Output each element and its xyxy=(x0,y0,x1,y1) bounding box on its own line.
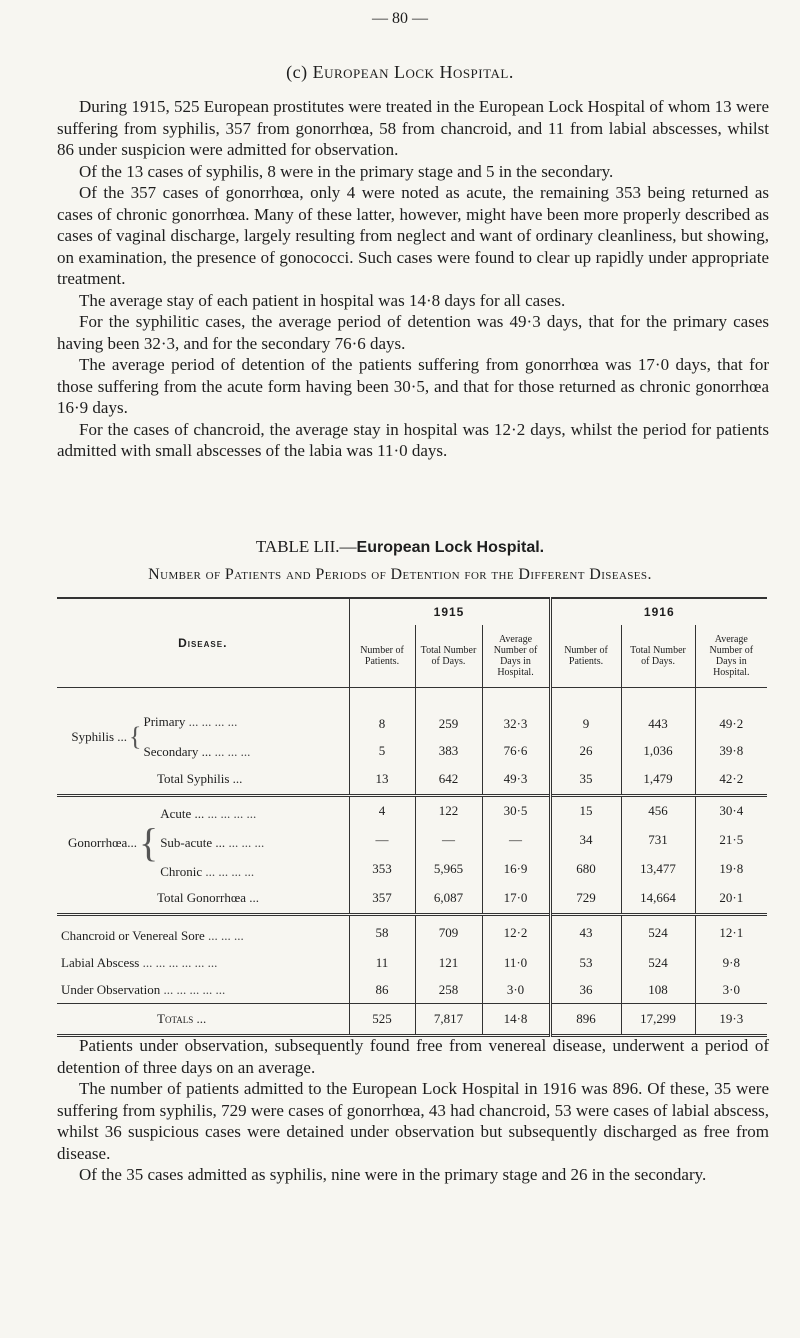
section-title-prefix: (c) xyxy=(286,62,313,82)
cell-chancroid-patients-1915: 58 xyxy=(349,915,415,950)
section-title xyxy=(0,62,800,83)
cell-acute-patients-1916: 15 xyxy=(550,796,621,826)
cell-secondary-average-1915: 76·6 xyxy=(482,737,550,764)
table-title xyxy=(0,537,800,557)
cell-secondary-patients-1916: 26 xyxy=(550,737,621,764)
table-row-under-observation xyxy=(57,976,767,1004)
col-header-patients-1915: Number of Patients. xyxy=(349,625,415,688)
cell-total-gonorrhoea-patients-1915: 357 xyxy=(349,883,415,915)
row-label-total-gonorrhoea: Total Gonorrhœa ... xyxy=(157,890,259,905)
cell-subacute-days-1915: — xyxy=(415,826,482,855)
cell-total-gonorrhoea-average-1916: 20·1 xyxy=(695,883,767,915)
cell-labial-days-1915: 121 xyxy=(415,949,482,976)
row-label-acute: Acute ... ... ... ... ... xyxy=(160,806,257,821)
row-label-primary: Primary ... ... ... ... xyxy=(143,714,238,729)
cell-total-syphilis-average-1916: 42·2 xyxy=(695,764,767,796)
table-row-chancroid xyxy=(57,915,767,950)
year-1915-header: 1915 xyxy=(349,598,550,625)
outro-paragraph: The number of patients admitted to the European Lock Hospital in 1916 was 896. Of these, 35 were suffering from syphilis, 729 were cases of gonorrhœa, 43 had chancroid, 53 were cases of labial abscess, whilst 36 suspicious cases were detained under observation but subsequently discharged as free from disease. xyxy=(57,1079,769,1163)
intro-paragraph: The average period of detention of the patients suffering from gonorrhœa was 17·0 days, that for those suffering from the acute form having been 30·5, and that for those returned as chronic gonorrhœa 16·9 days. xyxy=(57,355,769,417)
col-header-average-1915: Average Number of Days in Hospital. xyxy=(482,625,550,688)
gonorrhoea-group-label: Gonorrhœa... xyxy=(68,835,137,850)
detention-table xyxy=(57,597,767,1037)
row-label-totals: Totals ... xyxy=(157,1011,207,1026)
cell-chancroid-average-1915: 12·2 xyxy=(482,915,550,950)
cell-secondary-days-1915: 383 xyxy=(415,737,482,764)
cell-total-gonorrhoea-days-1915: 6,087 xyxy=(415,883,482,915)
table-row-primary xyxy=(57,688,767,738)
row-label-total-syphilis: Total Syphilis ... xyxy=(157,771,243,786)
row-label-labial-abscess: Labial Abscess ... ... ... ... ... ... xyxy=(61,954,218,970)
table-row-total-gonorrhoea xyxy=(57,883,767,915)
page-number: — 80 — xyxy=(372,10,428,27)
cell-labial-days-1916: 524 xyxy=(621,949,695,976)
table-title-bold: European Lock Hospital. xyxy=(356,539,545,556)
table-subtitle: Number of Patients and Periods of Detention for the Different Diseases. xyxy=(148,566,652,583)
intro-paragraph: Of the 13 cases of syphilis, 8 were in the primary stage and 5 in the secondary. xyxy=(79,161,614,181)
cell-chronic-patients-1916: 680 xyxy=(550,854,621,883)
cell-chronic-days-1916: 13,477 xyxy=(621,854,695,883)
cell-total-gonorrhoea-average-1915: 17·0 xyxy=(482,883,550,915)
intro-paragraph: For the cases of chancroid, the average stay in hospital was 12·2 days, whilst the period for patients admitted with small abscesses of the labia was 11·0 days. xyxy=(57,419,769,460)
cell-totals-average-1915: 14·8 xyxy=(482,1004,550,1036)
table-number: TABLE LII.— xyxy=(255,537,357,556)
cell-totals-patients-1916: 896 xyxy=(550,1004,621,1036)
cell-acute-days-1916: 456 xyxy=(621,796,695,826)
cell-primary-patients-1915: 8 xyxy=(349,688,415,738)
cell-total-syphilis-patients-1915: 13 xyxy=(349,764,415,796)
cell-secondary-days-1916: 1,036 xyxy=(621,737,695,764)
intro-paragraph: Of the 357 cases of gonorrhœa, only 4 were noted as acute, the remaining 353 being returned as cases of chronic gonorrhœa. Many of these latter, however, might have been more properly described as cases of vaginal discharge, largely resulting from neglect and want of ordinary cleanliness, but showing, on examination, the presence of gonococci. Such cases were found to clear up rapidly under appropriate treatment. xyxy=(57,183,769,288)
gonorrhoea-group-cell: Gonorrhœa... { Acute ... ... ... ... ... Sub-acute ... ... ... ... Chronic ... ... ... ... xyxy=(57,796,349,884)
cell-observation-patients-1916: 36 xyxy=(550,976,621,1004)
table-row-acute xyxy=(57,796,767,826)
cell-total-syphilis-days-1915: 642 xyxy=(415,764,482,796)
cell-observation-patients-1915: 86 xyxy=(349,976,415,1004)
cell-totals-average-1916: 19·3 xyxy=(695,1004,767,1036)
cell-acute-days-1915: 122 xyxy=(415,796,482,826)
syphilis-group-label: Syphilis ... xyxy=(71,729,127,744)
row-label-subacute: Sub-acute ... ... ... ... xyxy=(160,835,265,850)
cell-subacute-days-1916: 731 xyxy=(621,826,695,855)
year-1916-header: 1916 xyxy=(550,598,767,625)
outro-paragraph: Patients under observation, subsequently found free from venereal disease, underwent a period of detention of three days on an average. xyxy=(57,1036,769,1077)
cell-primary-patients-1916: 9 xyxy=(550,688,621,738)
section-title-text: European Lock Hospital. xyxy=(312,62,514,82)
cell-total-syphilis-average-1915: 49·3 xyxy=(482,764,550,796)
cell-chronic-average-1915: 16·9 xyxy=(482,854,550,883)
cell-chronic-average-1916: 19·8 xyxy=(695,854,767,883)
col-header-average-1916: Average Number of Days in Hospital. xyxy=(695,625,767,688)
col-header-days-1916: Total Number of Days. xyxy=(621,625,695,688)
cell-observation-days-1915: 258 xyxy=(415,976,482,1004)
cell-total-gonorrhoea-patients-1916: 729 xyxy=(550,883,621,915)
cell-totals-patients-1915: 525 xyxy=(349,1004,415,1036)
intro-text xyxy=(57,96,769,462)
cell-totals-days-1915: 7,817 xyxy=(415,1004,482,1036)
cell-subacute-average-1916: 21·5 xyxy=(695,826,767,855)
cell-primary-days-1915: 259 xyxy=(415,688,482,738)
cell-primary-average-1916: 49·2 xyxy=(695,688,767,738)
cell-total-syphilis-patients-1916: 35 xyxy=(550,764,621,796)
disease-column-header: Disease. xyxy=(57,598,349,688)
cell-labial-patients-1915: 11 xyxy=(349,949,415,976)
cell-acute-patients-1915: 4 xyxy=(349,796,415,826)
col-header-days-1915: Total Number of Days. xyxy=(415,625,482,688)
cell-labial-average-1916: 9·8 xyxy=(695,949,767,976)
cell-labial-patients-1916: 53 xyxy=(550,949,621,976)
cell-acute-average-1915: 30·5 xyxy=(482,796,550,826)
cell-chancroid-patients-1916: 43 xyxy=(550,915,621,950)
cell-labial-average-1915: 11·0 xyxy=(482,949,550,976)
cell-chancroid-days-1916: 524 xyxy=(621,915,695,950)
cell-observation-average-1915: 3·0 xyxy=(482,976,550,1004)
intro-paragraph: For the syphilitic cases, the average period of detention was 49·3 days, that for the primary cases having been 32·3, and for the secondary 76·6 days. xyxy=(57,312,769,353)
cell-chancroid-days-1915: 709 xyxy=(415,915,482,950)
row-label-chancroid: Chancroid or Venereal Sore ... ... ... xyxy=(61,927,244,943)
table-row-totals xyxy=(57,1004,767,1036)
cell-chronic-patients-1915: 353 xyxy=(349,854,415,883)
intro-paragraph: The average stay of each patient in hospital was 14·8 days for all cases. xyxy=(79,290,566,310)
cell-subacute-average-1915: — xyxy=(482,826,550,855)
intro-paragraph: During 1915, 525 European prostitutes were treated in the European Lock Hospital of whom 13 were suffering from syphilis, 357 from gonorrhœa, 58 from chancroid, and 11 from labial abscesses, whilst 86 under suspicion were admitted for observation. xyxy=(57,97,769,159)
table-row-labial-abscess xyxy=(57,949,767,976)
row-label-under-observation: Under Observation ... ... ... ... ... xyxy=(61,981,226,997)
cell-secondary-average-1916: 39·8 xyxy=(695,737,767,764)
cell-total-gonorrhoea-days-1916: 14,664 xyxy=(621,883,695,915)
row-label-secondary: Secondary ... ... ... ... xyxy=(143,744,251,759)
outro-paragraph: Of the 35 cases admitted as syphilis, nine were in the primary stage and 26 in the secondary. xyxy=(79,1165,707,1184)
row-label-chronic: Chronic ... ... ... ... xyxy=(160,864,255,879)
cell-chancroid-average-1916: 12·1 xyxy=(695,915,767,950)
cell-total-syphilis-days-1916: 1,479 xyxy=(621,764,695,796)
cell-subacute-patients-1916: 34 xyxy=(550,826,621,855)
syphilis-group-cell: Syphilis ... { Primary ... ... ... ... Secondary ... ... ... ... xyxy=(57,688,349,765)
cell-subacute-patients-1915: — xyxy=(349,826,415,855)
cell-primary-average-1915: 32·3 xyxy=(482,688,550,738)
outro-text xyxy=(57,1035,769,1186)
cell-totals-days-1916: 17,299 xyxy=(621,1004,695,1036)
cell-chronic-days-1915: 5,965 xyxy=(415,854,482,883)
cell-secondary-patients-1915: 5 xyxy=(349,737,415,764)
cell-observation-average-1916: 3·0 xyxy=(695,976,767,1004)
table-row-total-syphilis xyxy=(57,764,767,796)
cell-primary-days-1916: 443 xyxy=(621,688,695,738)
cell-acute-average-1916: 30·4 xyxy=(695,796,767,826)
col-header-patients-1916: Number of Patients. xyxy=(550,625,621,688)
cell-observation-days-1916: 108 xyxy=(621,976,695,1004)
